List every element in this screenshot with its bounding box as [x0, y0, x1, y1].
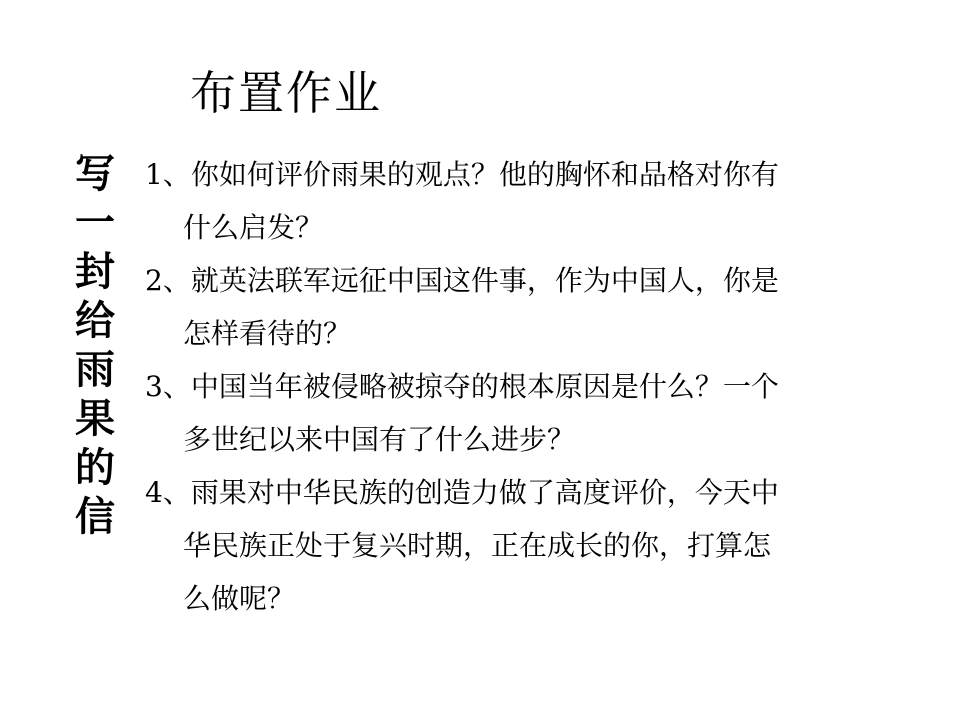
assignment-line: 怎样看待的？	[183, 317, 352, 350]
side-label-char: 封	[75, 249, 115, 295]
assignment-line: 么做呢？	[183, 582, 296, 615]
side-label-char: 信	[75, 494, 115, 540]
side-label-char: 写	[75, 151, 115, 197]
side-label-char: 给	[75, 298, 115, 344]
assignment-item-1	[145, 148, 875, 254]
assignment-line: 3、中国当年被侵略被掠夺的根本原因是什么？一个	[145, 370, 779, 403]
assignment-item-3	[145, 360, 875, 466]
assignment-item-2	[145, 254, 875, 360]
side-label-char: 雨	[75, 347, 115, 393]
slide-title: 布置作业	[190, 66, 382, 120]
assignment-line: 2、就英法联军远征中国这件事，作为中国人，你是	[145, 264, 779, 297]
side-label-char: 一	[75, 200, 115, 246]
assignment-line: 华民族正处于复兴时期，正在成长的你，打算怎	[183, 529, 772, 562]
side-label-char: 果	[75, 396, 115, 442]
assignment-list	[145, 148, 875, 625]
assignment-line: 什么启发？	[183, 211, 324, 244]
side-label	[64, 150, 126, 542]
assignment-line: 多世纪以来中国有了什么进步？	[183, 423, 576, 456]
assignment-line: 1、你如何评价雨果的观点？他的胸怀和品格对你有	[145, 158, 779, 191]
side-label-char: 的	[75, 445, 115, 491]
assignment-item-4	[145, 466, 875, 625]
assignment-line: 4、雨果对中华民族的创造力做了高度评价，今天中	[145, 476, 779, 509]
